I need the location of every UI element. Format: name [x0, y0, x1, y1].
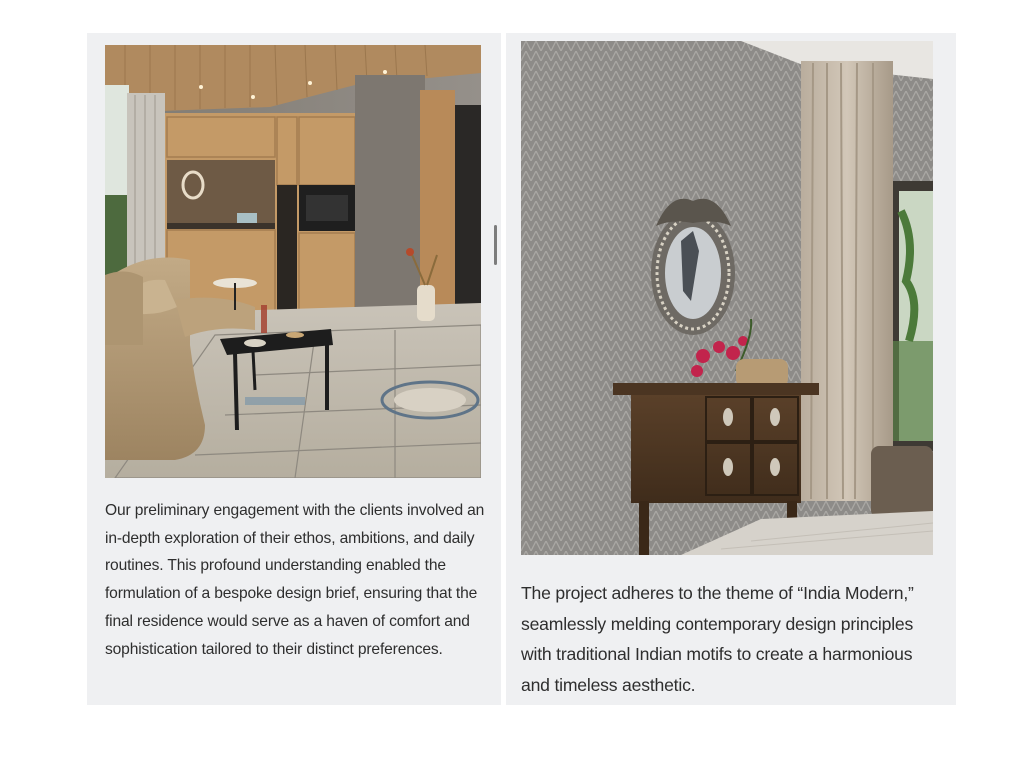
- card-right-text: The project adheres to the theme of “India Modern,” seamlessly melding contemporary design principles with traditional Indian motifs to create a harmonious and timeless aesthetic.: [521, 583, 914, 695]
- content-card-left: [87, 33, 501, 705]
- content-card-right: [506, 33, 956, 705]
- living-room-photo: [105, 45, 481, 478]
- scroll-handle[interactable]: [494, 225, 497, 265]
- card-left-text: Our preliminary engagement with the clients involved an in-depth exploration of their ethos, ambitions, and daily routines. This profound understanding enabled the formulation of a bespoke design brief, ensuring that the final residence would serve as a haven of comfort and sophistication tailored to their distinct preferences.: [105, 502, 485, 658]
- console-mirror-photo: [521, 41, 933, 555]
